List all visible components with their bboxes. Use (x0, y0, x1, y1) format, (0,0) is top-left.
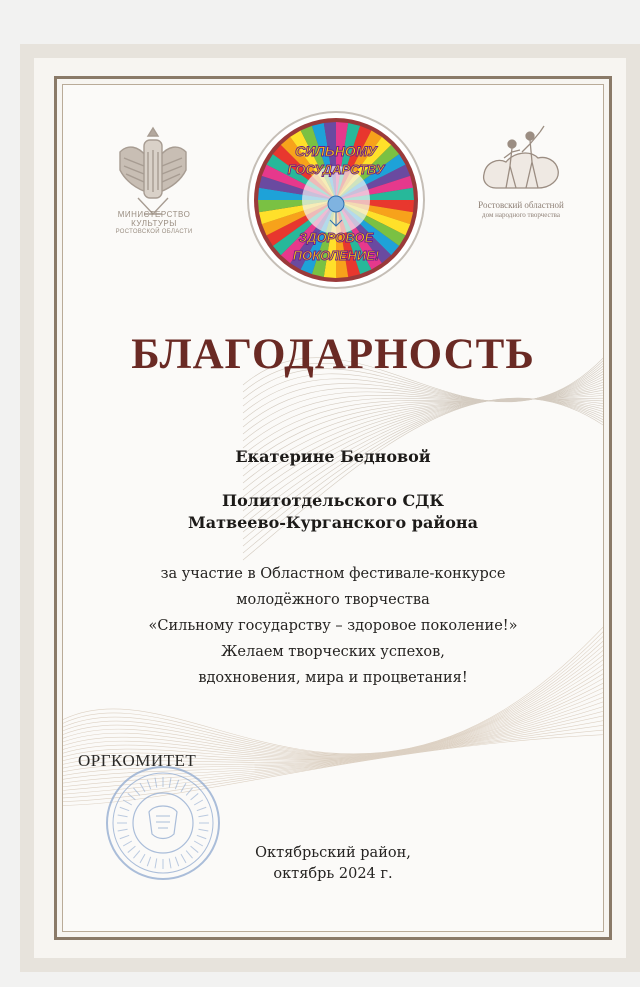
date-text: октябрь 2024 г. (273, 866, 393, 882)
folk-house-line2: дом народного творчества (482, 211, 560, 219)
ministry-line2: КУЛЬТУРЫ (131, 219, 177, 228)
certificate-body (62, 561, 604, 691)
folk-figures-icon (476, 122, 566, 202)
ministry-line3: РОСТОВСКОЙ ОБЛАСТИ (115, 229, 193, 235)
organization-line: Политотдельского СДК (222, 491, 444, 510)
festival-emblem-icon (246, 110, 426, 290)
place-text: Октябрьский район, (255, 845, 411, 861)
folk-house-line1: Ростовский областной (478, 200, 564, 210)
emblem-line4: ПОКОЛЕНИЕ! (292, 248, 380, 263)
folk-house-logo-text (466, 200, 576, 220)
recipient-name: Екатерине Бедновой (235, 447, 431, 466)
emblem-line1: СИЛЬНОМУ (295, 143, 377, 159)
emblem-line2: ГОСУДАРСТВУ (287, 162, 385, 177)
body-line: вдохновения, мира и процветания! (198, 670, 468, 686)
organizing-committee-label: ОРГКОМИТЕТ (78, 751, 197, 770)
ministry-line1: МИНИСТЕРСТВО (117, 210, 191, 219)
body-line: молодёжного творчества (236, 592, 430, 608)
emblem-line3: ЗДОРОВОЕ (298, 230, 374, 245)
recipient-organization (62, 490, 604, 534)
certificate-title: БЛАГОДАРНОСТЬ (131, 331, 535, 378)
place-and-date (62, 843, 604, 885)
body-line: «Сильному государству – здоровое поколение!» (148, 618, 518, 634)
body-line: за участие в Областном фестивале-конкурсе (160, 566, 506, 582)
ministry-logo-text (104, 210, 204, 237)
body-line: Желаем творческих успехов, (221, 644, 445, 660)
organization-line: Матвеево-Курганского района (188, 513, 478, 532)
